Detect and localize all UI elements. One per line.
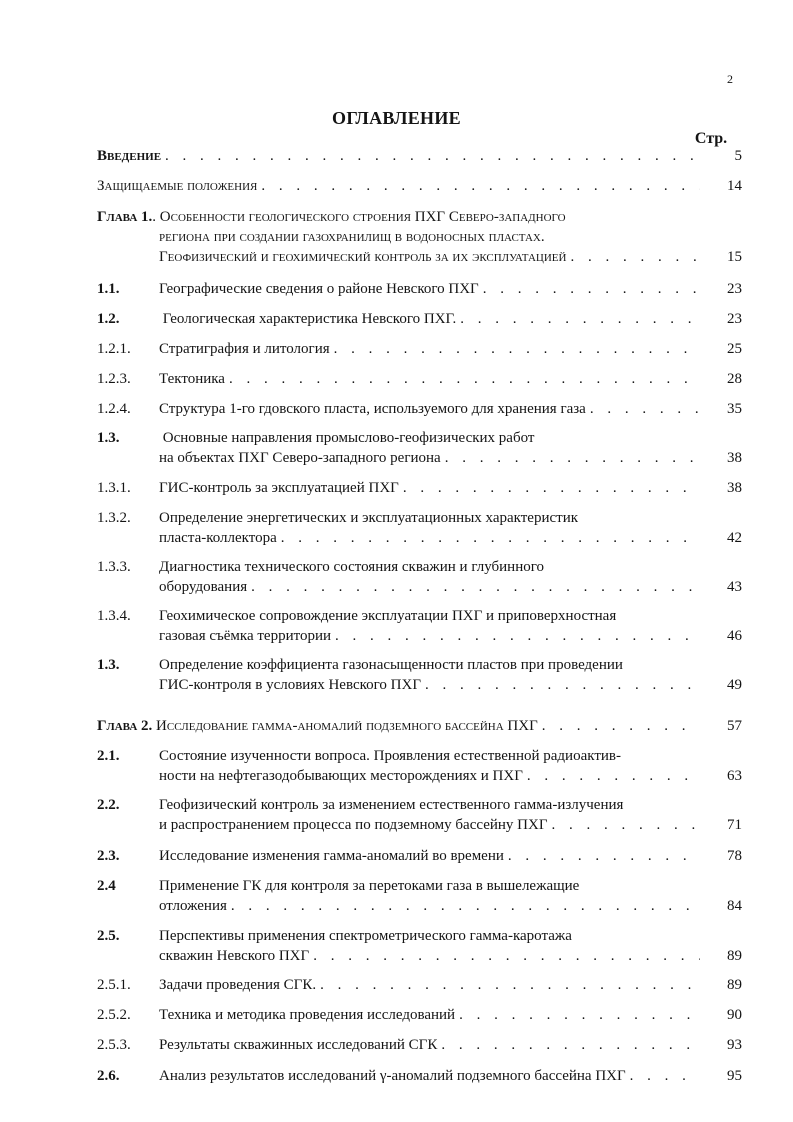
chapter-title-line: Исследование гамма-аномалий подземного бассейна ПХГ (152, 718, 538, 734)
leader-dots (566, 247, 700, 267)
leader-dots (437, 1035, 700, 1055)
toc-entry-1-2-4[interactable] (97, 399, 742, 419)
toc-entry-page: 46 (727, 628, 742, 644)
toc-entry-label: Введение (97, 148, 162, 164)
toc-entry-page: 15 (727, 249, 742, 265)
section-title-line: ГИС-контроля в условиях Невского ПХГ (159, 677, 422, 693)
section-number: 2.4 (97, 878, 116, 894)
chapter-title-line: Геофизический и геохимический контроль за их эксплуатацией (159, 249, 567, 265)
section-title-line: оборудования (159, 579, 248, 595)
leader-dots (247, 577, 700, 597)
toc-entry-page: 49 (727, 677, 742, 693)
section-title: Тектоника (159, 371, 225, 387)
toc-entry-page: 78 (727, 848, 742, 864)
leader-dots (330, 339, 700, 359)
toc-entry-page: 14 (727, 178, 742, 194)
section-title-line: Геофизический контроль за изменением естественного гамма-излучения (159, 797, 624, 813)
toc-entry-2-3[interactable] (97, 846, 742, 866)
section-title: Исследование изменения гамма-аномалий во времени (159, 848, 504, 864)
toc-entry-label: Защищаемые положения (97, 178, 258, 194)
toc-entry-1-1[interactable] (97, 279, 742, 299)
toc-entry-1-3-1[interactable] (97, 478, 742, 498)
section-number: 1.3.1. (97, 480, 131, 496)
section-title-line: и распространением процесса по подземному бассейну ПХГ (159, 817, 548, 833)
leader-dots (257, 176, 700, 196)
section-number: 2.2. (97, 797, 120, 813)
section-title-line: Диагностика технического состояния скважин и глубинного (159, 559, 545, 575)
section-number: 1.2.4. (97, 401, 131, 417)
leader-dots (399, 478, 700, 498)
section-number: 1.3.2. (97, 510, 131, 526)
section-number: 2.5.3. (97, 1037, 131, 1053)
toc-entry-1-3[interactable] (97, 428, 742, 468)
section-number: 1.3. (97, 430, 120, 446)
toc-entry-defended[interactable] (97, 176, 742, 196)
toc-entry-chapter-2[interactable] (97, 716, 742, 736)
toc-entry-page: 57 (727, 718, 742, 734)
section-title: Стратиграфия и литология (159, 341, 330, 357)
leader-dots (523, 766, 700, 786)
toc-entry-page: 95 (727, 1068, 742, 1084)
section-title-line: скважин Невского ПХГ (159, 948, 310, 964)
section-number: 2.5. (97, 928, 120, 944)
section-number: 1.2.1. (97, 341, 131, 357)
toc-entry-page: 90 (727, 1007, 742, 1023)
toc-entry-1-3-3[interactable] (97, 557, 742, 597)
toc-entry-page: 71 (727, 817, 742, 833)
toc-entry-page: 5 (734, 148, 742, 164)
leader-dots (626, 1066, 700, 1086)
page-title: ОГЛАВЛЕНИЕ (332, 108, 461, 128)
section-title: Геологическая характеристика Невского ПХГ. (159, 311, 457, 327)
section-number: 2.3. (97, 848, 120, 864)
section-number: 1.2.3. (97, 371, 131, 387)
toc-entry-2-5-1[interactable] (97, 975, 742, 995)
toc-entry-page: 43 (727, 579, 742, 595)
leader-dots (161, 146, 700, 166)
section-title: Анализ результатов исследований γ-аномалий подземного бассейна ПХГ (159, 1068, 626, 1084)
toc-entry-chapter-1[interactable] (97, 207, 742, 267)
leader-dots (277, 528, 700, 548)
toc-entry-2-4[interactable] (97, 876, 742, 916)
leader-dots (227, 896, 700, 916)
leader-dots (441, 448, 700, 468)
section-title-line: Применение ГК для контроля за перетоками газа в вышележащие (159, 878, 580, 894)
section-number: 2.6. (97, 1068, 120, 1084)
leader-dots (504, 846, 700, 866)
leader-dots (225, 369, 700, 389)
section-title-line: газовая съёмка территории (159, 628, 332, 644)
section-title-line: Определение энергетических и эксплуатационных характеристик (159, 510, 579, 526)
chapter-label: Глава 1. (97, 209, 153, 225)
toc-entry-page: 25 (727, 341, 742, 357)
section-title: Техника и методика проведения исследований (159, 1007, 456, 1023)
toc-entry-page: 38 (727, 450, 742, 466)
section-title-line: Перспективы применения спектрометрического гамма-каротажа (159, 928, 572, 944)
toc-entry-1-2-1[interactable] (97, 339, 742, 359)
toc-entry-2-5[interactable] (97, 926, 742, 966)
toc-entry-page: 63 (727, 768, 742, 784)
toc-entry-page: 89 (727, 977, 742, 993)
section-number: 2.5.2. (97, 1007, 131, 1023)
leader-dots (331, 626, 700, 646)
chapter-label: Глава 2. (97, 718, 153, 734)
toc-entry-page: 23 (727, 281, 742, 297)
section-title: Структура 1-го гдовского пласта, используемого для хранения газа (159, 401, 586, 417)
section-title: Географические сведения о районе Невского ПХГ (159, 281, 479, 297)
toc-entry-page: 23 (727, 311, 742, 327)
toc-entry-1-2[interactable] (97, 309, 742, 329)
toc-entry-page: 35 (727, 401, 742, 417)
leader-dots (309, 946, 700, 966)
leader-dots (316, 975, 700, 995)
section-title: Задачи проведения СГК. (159, 977, 317, 993)
toc-entry-page: 28 (727, 371, 742, 387)
leader-dots (548, 815, 700, 835)
toc-entry-2-5-3[interactable] (97, 1035, 742, 1055)
toc-entry-page: 42 (727, 530, 742, 546)
section-number: 2.1. (97, 748, 120, 764)
section-title-line: на объектах ПХГ Северо-западного региона (159, 450, 441, 466)
section-title: Результаты скважинных исследований СГК (159, 1037, 438, 1053)
toc-entry-page: 89 (727, 948, 742, 964)
section-number: 2.5.1. (97, 977, 131, 993)
leader-dots (455, 1005, 700, 1025)
section-title-line: пласта-коллектора (159, 530, 277, 546)
section-title: ГИС-контроль за эксплуатацией ПХГ (159, 480, 399, 496)
toc-entry-page: 38 (727, 480, 742, 496)
chapter-title-line: . Особенности геологического строения ПХГ Северо-западного (152, 209, 566, 225)
toc-entry-2-6[interactable] (97, 1066, 742, 1086)
page-number: 2 (727, 72, 733, 86)
section-title-line: ности на нефтегазодобывающих месторождениях и ПХГ (159, 768, 523, 784)
toc-entry-1-3-4[interactable] (97, 606, 742, 646)
toc-entry-2-2[interactable] (97, 795, 742, 835)
toc-entry-2-5-2[interactable] (97, 1005, 742, 1025)
page-column-header: Стр. (694, 130, 728, 147)
toc-entry-2-1[interactable] (97, 746, 742, 786)
toc-entry-page: 93 (727, 1037, 742, 1053)
toc-entry-intro[interactable] (97, 146, 742, 166)
section-title-line: Геохимическое сопровождение эксплуатации ПХГ и приповерхностная (159, 608, 617, 624)
toc-entry-1-3-gas-saturation[interactable] (97, 655, 742, 695)
toc-entry-1-3-2[interactable] (97, 508, 742, 548)
leader-dots (479, 279, 700, 299)
toc-entry-page: 84 (727, 898, 742, 914)
section-number: 1.2. (97, 311, 120, 327)
section-title-line: отложения (159, 898, 227, 914)
chapter-title-line: региона при создании газохранилищ в водоносных пластах. (159, 229, 545, 245)
section-number: 1.3.4. (97, 608, 131, 624)
section-number: 1.3.3. (97, 559, 131, 575)
section-number: 1.1. (97, 281, 120, 297)
section-title-line: Основные направления промыслово-геофизических работ (159, 430, 535, 446)
section-title-line: Состояние изученности вопроса. Проявления естественной радиоактив- (159, 748, 621, 764)
section-title-line: Определение коэффициента газонасыщенности пластов при проведении (159, 657, 623, 673)
leader-dots (421, 675, 700, 695)
leader-dots (456, 309, 700, 329)
leader-dots (538, 716, 700, 736)
section-number: 1.3. (97, 657, 120, 673)
toc-entry-1-2-3[interactable] (97, 369, 742, 389)
leader-dots (586, 399, 700, 419)
